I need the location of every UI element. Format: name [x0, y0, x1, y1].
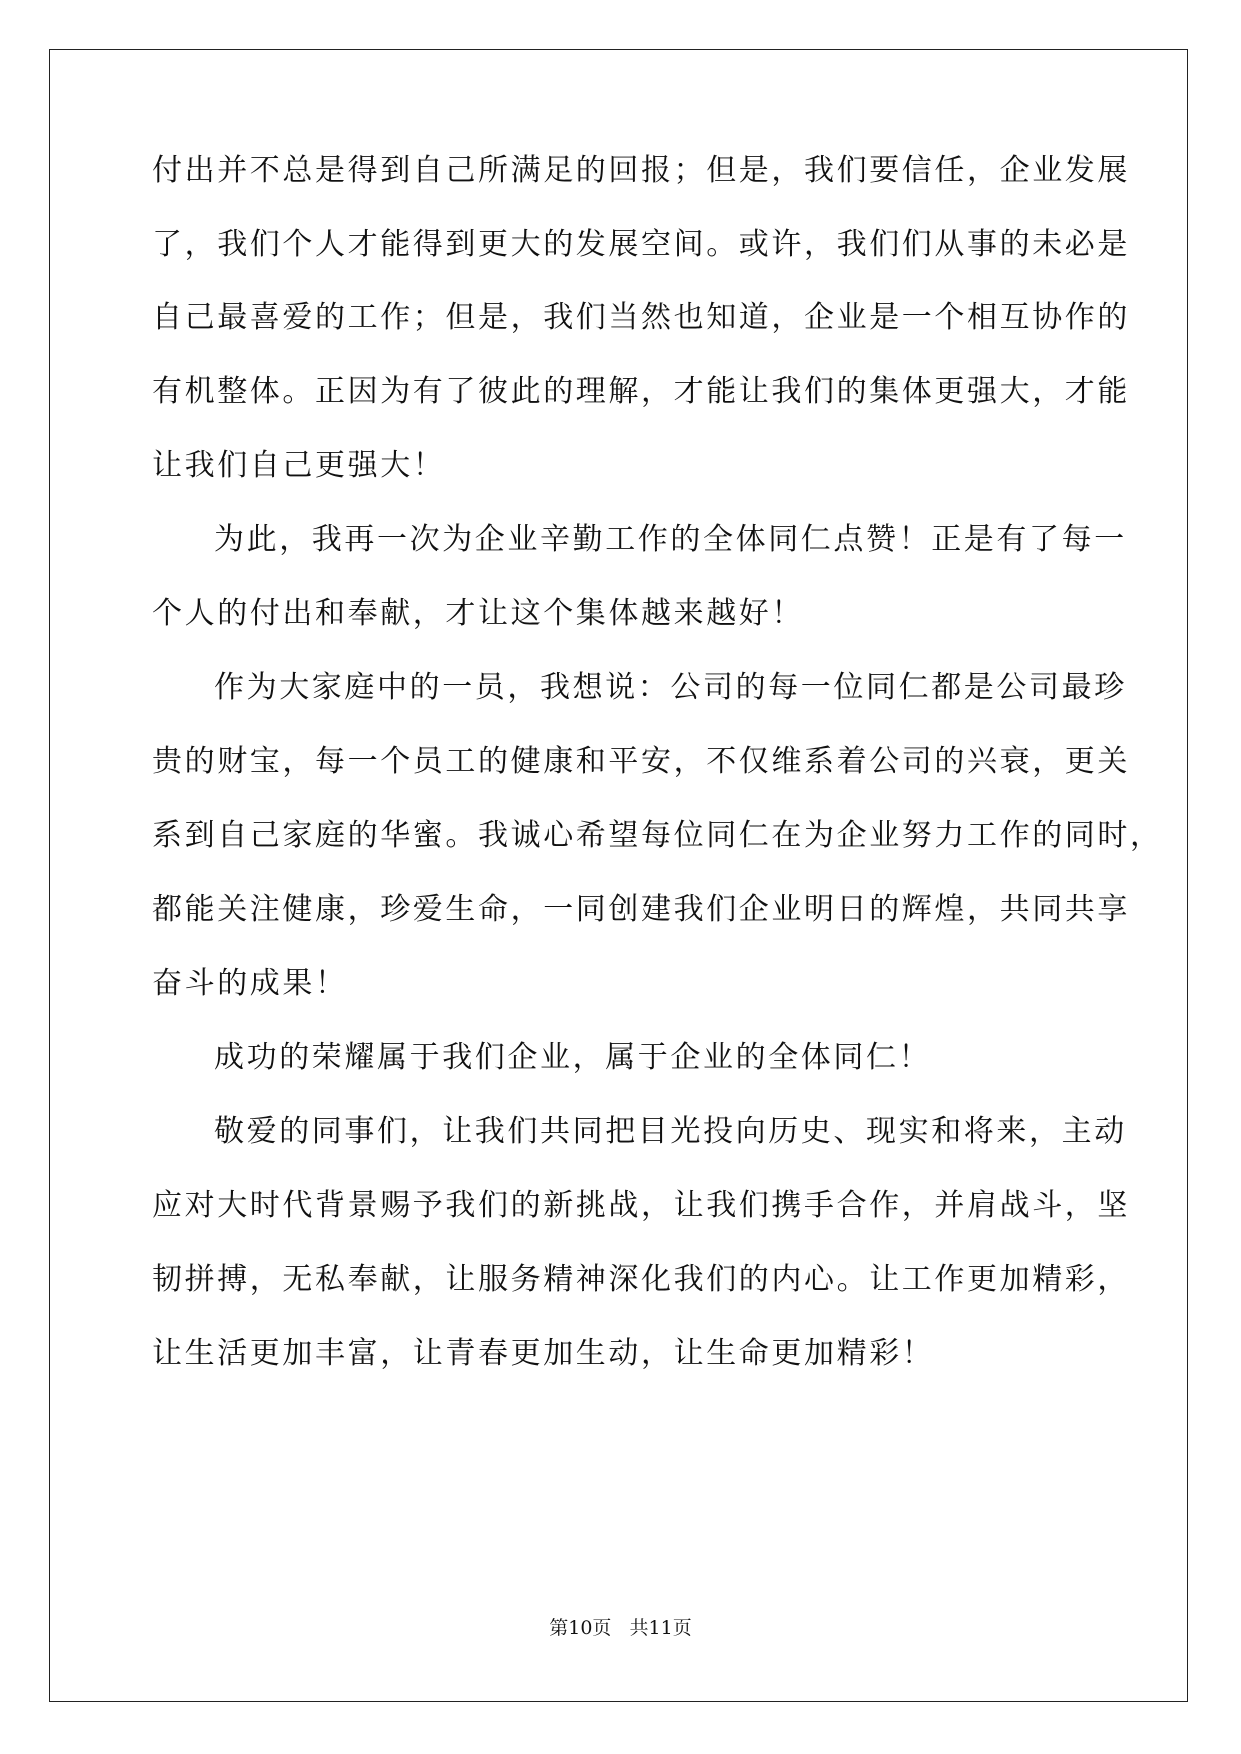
paragraph-line: 为此，我再一次为企业辛勤工作的全体同仁点赞！正是有了每一: [214, 522, 1127, 557]
paragraph-line: 奋斗的成果！: [152, 966, 348, 1001]
paragraph-line: 敬爱的同事们，让我们共同把目光投向历史、现实和将来，主动: [214, 1114, 1127, 1149]
page-number-footer: 第10页 共11页: [549, 1617, 692, 1639]
paragraph-line: 付出并不总是得到自己所满足的回报；但是，我们要信任，企业发展: [152, 153, 1130, 188]
paragraph-line: 让生活更加丰富，让青春更加生动，让生命更加精彩！: [152, 1336, 935, 1371]
paragraph-line: 了，我们个人才能得到更大的发展空间。或许，我们们从事的未必是: [152, 227, 1130, 262]
paragraph-line: 有机整体。正因为有了彼此的理解，才能让我们的集体更强大，才能: [152, 374, 1130, 409]
paragraph-line: 贵的财宝，每一个员工的健康和平安，不仅维系着公司的兴衰，更关: [152, 744, 1130, 779]
paragraph-line: 系到自己家庭的华蜜。我诚心希望每位同仁在为企业努力工作的同时，: [152, 818, 1163, 853]
paragraph-line: 都能关注健康，珍爱生命，一同创建我们企业明日的辉煌，共同共享: [152, 892, 1130, 927]
paragraph-line: 韧拼搏，无私奉献，让服务精神深化我们的内心。让工作更加精彩，: [152, 1262, 1130, 1297]
paragraph-line: 成功的荣耀属于我们企业，属于企业的全体同仁！: [214, 1040, 932, 1075]
paragraph-line: 作为大家庭中的一员，我想说：公司的每一位同仁都是公司最珍: [214, 670, 1127, 705]
paragraph-line: 应对大时代背景赐予我们的新挑战，让我们携手合作，并肩战斗，坚: [152, 1188, 1130, 1223]
paragraph-line: 让我们自己更强大！: [152, 448, 446, 483]
paragraph-line: 个人的付出和奉献，才让这个集体越来越好！: [152, 596, 804, 631]
paragraph-line: 自己最喜爱的工作；但是，我们当然也知道，企业是一个相互协作的: [152, 300, 1130, 335]
page-border: [49, 49, 1188, 1702]
